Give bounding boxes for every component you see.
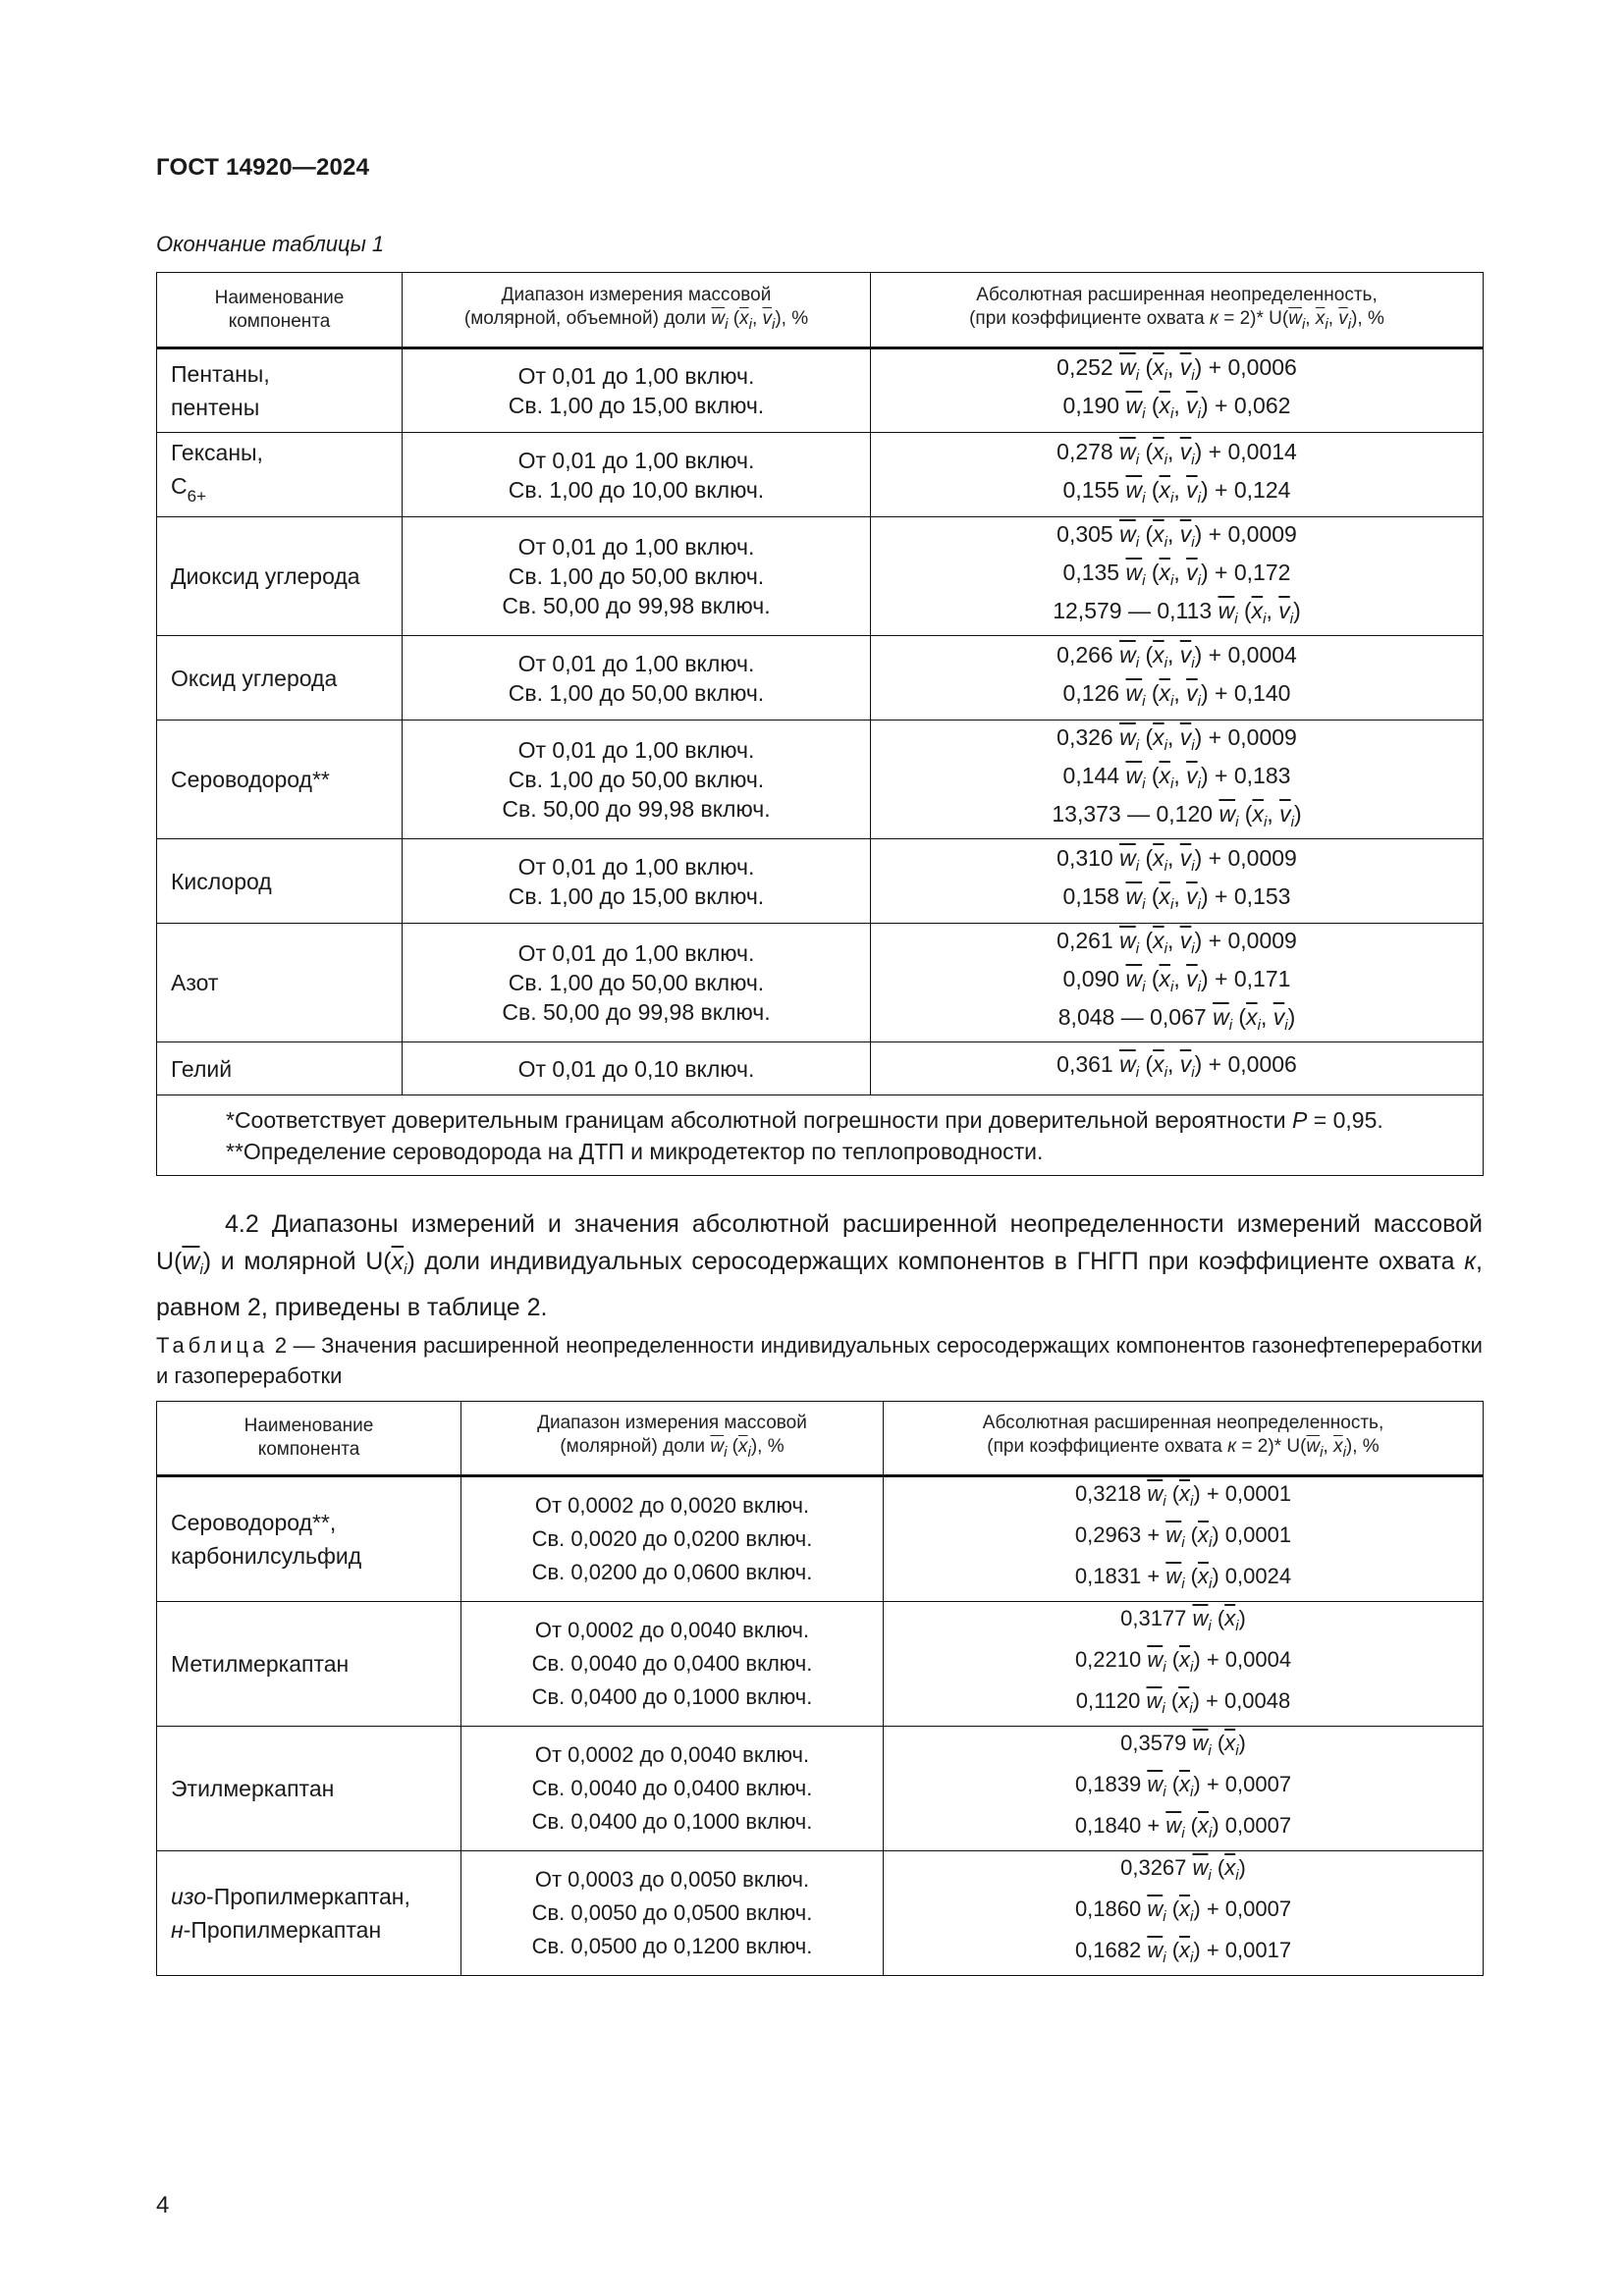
uncertainty-line: 0,266 $\overline{w}_i$ ($\overline{x}_i$, $\overline{v}_i) + 0,0004$ — [1056, 641, 1297, 671]
uncertainty-line: 0,158 $\overline{w}_i$ ($\overline{x}_i$, $\overline{v}_i) + 0,153$ — [1062, 882, 1291, 913]
range-cell — [403, 721, 871, 839]
uncertainty-line: 0,361 $\overline{w}_i$ ($\overline{x}_i$, $\overline{v}_i) + 0,0006$ — [1056, 1051, 1297, 1081]
component-name-cell: Азот — [157, 924, 403, 1042]
uncertainty-line: 0,305 $\overline{w}_i$ ($\overline{x}_i$, $\overline{v}_i) + 0,0009$ — [1056, 520, 1297, 551]
footnote: **Определение сероводорода на ДТП и микродетектор по теплопроводности. — [226, 1138, 1044, 1164]
range-line: От 0,01 до 1,00 включ. — [517, 363, 755, 389]
table1-col-component: Наименование компонента — [157, 273, 403, 348]
range-line: От 0,01 до 1,00 включ. — [517, 940, 755, 966]
footnote: *Соответствует доверительным границам абсолютной погрешности при доверительной вероятности P = 0,95. — [226, 1106, 1383, 1133]
uncertainty-line: 0,3218 $\overline{w}_i$ $(\overline{x}_i) + 0,0001$ — [1074, 1481, 1292, 1510]
range-cell — [403, 636, 871, 721]
table-row — [157, 1602, 1484, 1727]
range-cell — [403, 517, 871, 636]
range-cell — [461, 1476, 884, 1602]
component-name-cell: Кислород — [157, 839, 403, 924]
range-line: Св. 1,00 до 15,00 включ. — [508, 393, 765, 418]
table1-notes-row — [157, 1095, 1484, 1176]
table2-col-component: Наименование компонента — [157, 1402, 461, 1476]
uncertainty-cell — [871, 839, 1484, 924]
uncertainty-line: 8,048 — 0,067 $\overline{w}_i$ ($\overline{x}_i$, $\overline{v}_i$) — [1057, 1003, 1296, 1034]
uncertainty-line: 0,1860 $\overline{w}_i$ $(\overline{x}_i) + 0,0007$ — [1074, 1896, 1292, 1925]
page-number: 4 — [156, 2192, 170, 2218]
range-cell — [403, 1042, 871, 1095]
range-line: От 0,01 до 1,00 включ. — [517, 737, 755, 763]
uncertainty-cell — [871, 517, 1484, 636]
component-name-cell: изо-Пропилмеркаптан, н-Пропилмеркаптан — [157, 1851, 461, 1976]
table-row — [157, 517, 1484, 636]
document-code-header: ГОСТ 14920—2024 — [156, 154, 370, 181]
range-line: От 0,01 до 1,00 включ. — [517, 447, 755, 473]
table-row — [157, 433, 1484, 517]
range-cell — [403, 348, 871, 433]
uncertainty-line: 0,252 $\overline{w}_i$ ($\overline{x}_i$, $\overline{v}_i) + 0,0006$ — [1056, 354, 1297, 384]
uncertainty-line: 0,144 $\overline{w}_i$ ($\overline{x}_i$, $\overline{v}_i) + 0,183$ — [1062, 762, 1291, 792]
uncertainty-line: 0,090 $\overline{w}_i$ ($\overline{x}_i$, $\overline{v}_i) + 0,171$ — [1062, 965, 1291, 995]
table2 — [156, 1401, 1484, 1976]
uncertainty-cell — [884, 1727, 1484, 1851]
range-line: Св. 50,00 до 99,98 включ. — [502, 999, 771, 1025]
range-line: От 0,01 до 1,00 включ. — [517, 650, 755, 676]
uncertainty-line: 0,261 $\overline{w}_i$ ($\overline{x}_i$, $\overline{v}_i) + 0,0009$ — [1056, 927, 1297, 957]
range-line: Св. 0,0020 до 0,0200 включ. — [531, 1526, 813, 1551]
uncertainty-line: 0,155 $\overline{w}_i$ ($\overline{x}_i$, $\overline{v}_i) + 0,124$ — [1062, 476, 1291, 507]
table2-caption-text: — Значения расширенной неопределенности индивидуальных серосодержащих компонентов газонефтепереработки и газопереработки — [156, 1333, 1483, 1388]
range-line: Св. 1,00 до 50,00 включ. — [508, 767, 765, 792]
table-row — [157, 1727, 1484, 1851]
component-name-cell: Сероводород** — [157, 721, 403, 839]
uncertainty-line: 0,326 $\overline{w}_i$ ($\overline{x}_i$, $\overline{v}_i) + 0,0009$ — [1056, 723, 1297, 754]
range-cell — [403, 839, 871, 924]
range-line: Св. 50,00 до 99,98 включ. — [502, 593, 771, 618]
table1-caption: Окончание таблицы 1 — [156, 232, 385, 256]
uncertainty-line: $0,2963 + \overline{w}_i$ $(\overline{x}_i)$ 0,0001 — [1074, 1522, 1292, 1551]
uncertainty-cell — [871, 721, 1484, 839]
range-cell — [461, 1727, 884, 1851]
table2-caption-prefix: Таблица — [156, 1333, 269, 1358]
range-line: Св. 1,00 до 50,00 включ. — [508, 679, 765, 706]
uncertainty-line: 13,373 — 0,120 $\overline{w}_i$ ($\overline{x}_i$, $\overline{v}_i$) — [1052, 800, 1302, 830]
component-name-cell: Оксид углерода — [157, 636, 403, 721]
uncertainty-line: $0,1840 + \overline{w}_i$ $(\overline{x}_i)$ 0,0007 — [1074, 1813, 1292, 1842]
table2-header-row — [157, 1402, 1484, 1476]
uncertainty-cell — [871, 924, 1484, 1042]
range-line: Св. 0,0200 до 0,0600 включ. — [531, 1560, 813, 1584]
range-line: Св. 50,00 до 99,98 включ. — [502, 796, 771, 822]
component-name-cell: Этилмеркаптан — [157, 1727, 461, 1851]
component-name-cell: Сероводород**, карбонилсульфид — [157, 1476, 461, 1602]
table2-col-range: Диапазон измерения массовой (молярной) доли $\overline{w}_i$ $(\overline{x}_i)$, % — [461, 1402, 884, 1476]
uncertainty-line: $0,1831 + \overline{w}_i$ $(\overline{x}_i)$ 0,0024 — [1074, 1564, 1292, 1592]
table-row — [157, 636, 1484, 721]
range-line: От 0,0002 до 0,0040 включ. — [534, 1742, 810, 1767]
table1 — [156, 272, 1484, 1176]
table1-header-row — [157, 273, 1484, 348]
table-row — [157, 1476, 1484, 1602]
paragraph-4-2: 4.2 Диапазоны измерений и значения абсолютной расширенной неопределенности измерений массовой $U(\overline{w}_i)$ и молярной $U(\overline{x}_i)$ доли индивидуальных серосодержащих компонентов в ГНГП при коэффициенте охвата к, равном 2, приведены в таблице 2. — [156, 1210, 1483, 1321]
range-cell — [461, 1602, 884, 1727]
table-row — [157, 924, 1484, 1042]
uncertainty-line: 0,310 $\overline{w}_i$ ($\overline{x}_i$, $\overline{v}_i) + 0,0009$ — [1056, 844, 1297, 875]
range-cell — [403, 433, 871, 517]
component-name-cell: Диоксид углерода — [157, 517, 403, 636]
uncertainty-line: 0,2210 $\overline{w}_i$ $(\overline{x}_i) + 0,0004$ — [1074, 1647, 1292, 1676]
table-row — [157, 348, 1484, 433]
uncertainty-cell — [871, 636, 1484, 721]
component-name-cell: Метилмеркаптан — [157, 1602, 461, 1727]
table-row — [157, 839, 1484, 924]
table-row — [157, 721, 1484, 839]
range-line: Св. 0,0400 до 0,1000 включ. — [531, 1809, 813, 1834]
uncertainty-cell — [871, 433, 1484, 517]
range-line: Св. 0,0500 до 0,1200 включ. — [531, 1934, 813, 1958]
table2-caption-number: 2 — [274, 1333, 288, 1358]
table2-caption — [156, 1330, 1483, 1391]
uncertainty-line: 0,190 $\overline{w}_i$ ($\overline{x}_i$, $\overline{v}_i) + 0,062$ — [1062, 393, 1291, 422]
uncertainty-cell — [871, 348, 1484, 433]
range-line: От 0,01 до 0,10 включ. — [517, 1055, 755, 1082]
table-row — [157, 1042, 1484, 1095]
table2-col-uncertainty: Абсолютная расширенная неопределенность, (при коэффициенте охвата к = 2)* $U(\overline{w}_i$, $\overline{x}_i$), % — [884, 1402, 1484, 1476]
uncertainty-line: 0,3579 $\overline{w}_i$ $(\overline{x}_i)$ — [1120, 1731, 1246, 1759]
uncertainty-cell — [884, 1476, 1484, 1602]
uncertainty-line: 12,579 — 0,113 $\overline{w}_i$ ($\overline{x}_i$, $\overline{v}_i$) — [1053, 597, 1301, 627]
range-line: Св. 0,0040 до 0,0400 включ. — [531, 1776, 813, 1800]
uncertainty-line: 0,135 $\overline{w}_i$ ($\overline{x}_i$, $\overline{v}_i) + 0,172$ — [1062, 559, 1291, 589]
uncertainty-line: 0,126 $\overline{w}_i$ ($\overline{x}_i$, $\overline{v}_i) + 0,140$ — [1062, 679, 1291, 710]
range-line: От 0,01 до 1,00 включ. — [517, 534, 755, 560]
range-line: Св. 0,0050 до 0,0500 включ. — [531, 1900, 813, 1925]
component-name-cell: Гелий — [157, 1042, 403, 1095]
range-line: Св. 0,0400 до 0,1000 включ. — [531, 1684, 813, 1709]
range-line: От 0,01 до 1,00 включ. — [517, 853, 755, 880]
range-line: От 0,0002 до 0,0040 включ. — [534, 1618, 810, 1642]
table-footnotes — [157, 1095, 1484, 1176]
range-line: Св. 1,00 до 50,00 включ. — [508, 563, 765, 589]
component-name-cell: Гексаны, $С_{6+}$ — [157, 433, 403, 517]
uncertainty-cell — [884, 1602, 1484, 1727]
uncertainty-line: 0,1682 $\overline{w}_i$ $(\overline{x}_i) + 0,0017$ — [1074, 1938, 1292, 1966]
range-line: Св. 1,00 до 15,00 включ. — [508, 882, 765, 909]
uncertainty-cell — [871, 1042, 1484, 1095]
table1-col-range: Диапазон измерения массовой (молярной, объемной) доли $\overline{w}_i$ ($\overline{x}_i$, $\overline{v}_i$), % — [403, 273, 871, 348]
uncertainty-cell — [884, 1851, 1484, 1976]
uncertainty-line: 0,1120 $\overline{w}_i$ $(\overline{x}_i) + 0,0048$ — [1075, 1688, 1291, 1717]
range-line: Св. 1,00 до 50,00 включ. — [508, 970, 765, 995]
range-line: Св. 0,0040 до 0,0400 включ. — [531, 1651, 813, 1676]
range-line: Св. 1,00 до 10,00 включ. — [508, 476, 765, 503]
uncertainty-line: 0,1839 $\overline{w}_i$ $(\overline{x}_i) + 0,0007$ — [1074, 1772, 1292, 1800]
range-cell — [403, 924, 871, 1042]
uncertainty-line: 0,3267 $\overline{w}_i$ $(\overline{x}_i)$ — [1120, 1855, 1246, 1884]
table1-col-uncertainty: Абсолютная расширенная неопределенность, (при коэффициенте охвата к = 2)* $U(\overline{w}_i$, $\overline{x}_i$, $\overline{v}_i$), % — [871, 273, 1484, 348]
range-line: От 0,0003 до 0,0050 включ. — [534, 1867, 810, 1892]
uncertainty-line: 0,278 $\overline{w}_i$ ($\overline{x}_i$, $\overline{v}_i) + 0,0014$ — [1056, 438, 1297, 468]
table-row — [157, 1851, 1484, 1976]
range-line: От 0,0002 до 0,0020 включ. — [534, 1493, 810, 1518]
uncertainty-line: 0,3177 $\overline{w}_i$ $(\overline{x}_i)$ — [1120, 1606, 1246, 1634]
range-cell — [461, 1851, 884, 1976]
component-name-cell: Пентаны, пентены — [157, 348, 403, 433]
